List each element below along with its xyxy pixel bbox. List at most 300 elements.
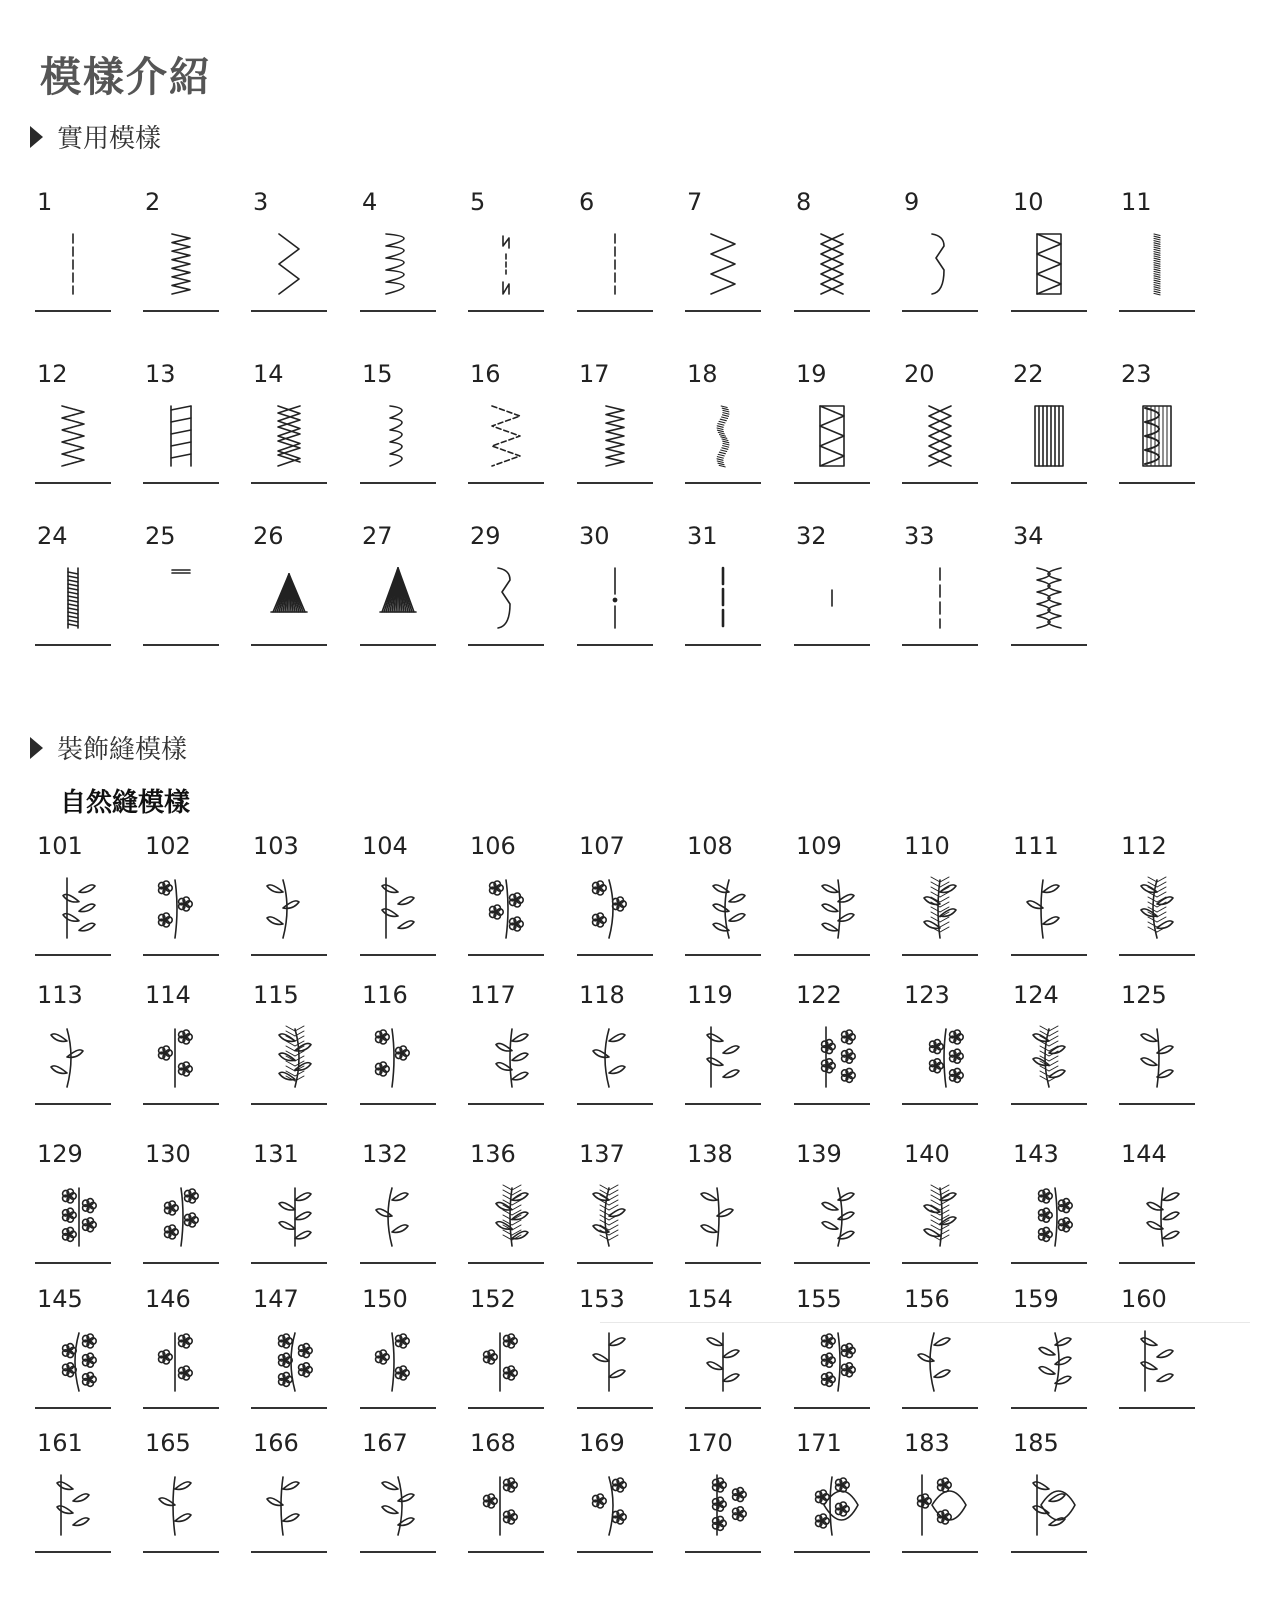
pattern-cell [794,360,870,484]
underline-rule [577,644,653,646]
pattern-cell [35,188,111,312]
underline-rule [577,1407,653,1409]
rose-vine-icon [259,1329,319,1393]
pattern-cell [1119,360,1195,484]
underline-rule [794,1103,870,1105]
pattern-number: 103 [253,832,299,860]
vine-flower-icon [585,876,645,940]
zigzag-dense-icon [151,232,211,296]
serpentine-small-icon [368,404,428,468]
pattern-cell [360,360,436,484]
underline-rule [143,954,219,956]
wheat-leaf-icon [585,1184,645,1248]
pattern-number: 117 [470,981,516,1009]
pattern-cell [1119,832,1195,956]
underline-rule [360,310,436,312]
underline-rule [1119,482,1195,484]
underline-rule [902,482,978,484]
pattern-number: 31 [687,522,718,550]
single-leaf-icon [585,1025,645,1089]
tulip-stem-icon [259,876,319,940]
pattern-cell [251,188,327,312]
pattern-cell [468,188,544,312]
underline-rule [1011,1407,1087,1409]
pattern-number: 122 [796,981,842,1009]
wavy-leaf-icon [802,876,862,940]
pattern-number: 17 [579,360,610,388]
pattern-cell [468,522,544,646]
flower-daisy-icon [1019,1184,1079,1248]
underline-rule [1119,310,1195,312]
pattern-number: 34 [1013,522,1044,550]
pattern-number: 132 [362,1140,408,1168]
petal-fan-icon [368,1025,428,1089]
underline-rule [35,482,111,484]
clover-icon [910,1473,970,1537]
zigzag-small-icon [585,404,645,468]
flower-pair-icon [151,876,211,940]
underline-rule [251,1262,327,1264]
pattern-number: 168 [470,1429,516,1457]
underline-rule [35,1407,111,1409]
pattern-cell [468,832,544,956]
underline-rule [902,644,978,646]
pattern-number: 154 [687,1285,733,1313]
pattern-cell [577,981,653,1105]
pattern-number: 10 [1013,188,1044,216]
pattern-cell [902,1429,978,1553]
lotus-border-icon [693,1473,753,1537]
bell-flower-icon [43,1329,103,1393]
straight-bold-icon [693,566,753,630]
underline-rule [251,644,327,646]
pattern-cell [468,1140,544,1264]
star-branch-icon [1019,1329,1079,1393]
pattern-cell [251,360,327,484]
s-leaf-icon [1127,1025,1187,1089]
short-dash-icon [802,566,862,630]
pattern-cell [1011,360,1087,484]
pattern-number: 24 [37,522,68,550]
underline-rule [577,954,653,956]
underline-rule [902,1262,978,1264]
underline-rule [1011,1551,1087,1553]
underline-rule [143,1262,219,1264]
leaf-stem-icon [43,1025,103,1089]
ladder-narrow-icon [43,566,103,630]
leaf-fern-icon [1127,876,1187,940]
pattern-cell [685,522,761,646]
leaf-outline-icon [1019,876,1079,940]
underline-rule [902,1103,978,1105]
pattern-number: 115 [253,981,299,1009]
underline-rule [1011,482,1087,484]
rose-stem-icon [151,1329,211,1393]
pattern-cell [577,1140,653,1264]
zigzag-wide-icon [259,232,319,296]
pattern-number: 165 [145,1429,191,1457]
page-title: 模樣介紹 [40,53,212,101]
pattern-number: 33 [904,522,935,550]
underline-rule [1011,310,1087,312]
pattern-cell [902,981,978,1105]
underline-rule [35,1551,111,1553]
underline-rule [577,1262,653,1264]
pattern-cell [360,1429,436,1553]
pattern-cell [902,188,978,312]
pattern-cell [468,1429,544,1553]
pattern-number: 161 [37,1429,83,1457]
flower-leaf-icon [476,876,536,940]
underline-rule [685,310,761,312]
section-heading-label: 實用模樣 [57,124,162,154]
pattern-cell [794,1285,870,1409]
lily-pad-icon [1019,1473,1079,1537]
leaf-vine-icon [259,1184,319,1248]
leaf-vine-small-icon [802,1184,862,1248]
tulip-border-right-icon [368,876,428,940]
pattern-number: 26 [253,522,284,550]
pattern-cell [685,1140,761,1264]
pattern-cell [251,1429,327,1553]
pattern-number: 20 [904,360,935,388]
pattern-cell [1011,981,1087,1105]
pattern-cell [35,1140,111,1264]
pattern-cell [1011,522,1087,646]
blind-hem-icon [910,232,970,296]
underline-rule [577,482,653,484]
underline-rule [468,1103,544,1105]
underline-rule [1011,644,1087,646]
pattern-number: 185 [1013,1429,1059,1457]
pattern-number: 166 [253,1429,299,1457]
pattern-cell [902,1140,978,1264]
underline-rule [1119,1407,1195,1409]
underline-rule [1119,1103,1195,1105]
pattern-cell [794,981,870,1105]
pattern-cell [902,1285,978,1409]
pattern-number: 104 [362,832,408,860]
pattern-cell [360,832,436,956]
underline-rule [1011,1103,1087,1105]
straight-dot-icon [585,566,645,630]
pattern-number: 14 [253,360,284,388]
pattern-cell [143,1285,219,1409]
pattern-number: 171 [796,1429,842,1457]
pattern-cell [35,1285,111,1409]
underline-rule [143,1407,219,1409]
underline-rule [143,482,219,484]
pattern-cell [35,360,111,484]
underline-rule [577,1103,653,1105]
maple-border-icon [693,1025,753,1089]
underline-rule [794,482,870,484]
pattern-cell [143,1140,219,1264]
pattern-number: 143 [1013,1140,1059,1168]
pattern-number: 144 [1121,1140,1167,1168]
pattern-number: 145 [37,1285,83,1313]
pattern-number: 125 [1121,981,1167,1009]
dot-branch-icon [1127,1329,1187,1393]
underline-rule [468,1262,544,1264]
pattern-cell [685,832,761,956]
underline-rule [1011,1262,1087,1264]
pattern-number: 29 [470,522,501,550]
leaf-vine-curve-icon [1127,1184,1187,1248]
pattern-cell [685,188,761,312]
pattern-cell [577,832,653,956]
underline-rule [685,1103,761,1105]
pattern-number: 27 [362,522,393,550]
underline-rule [685,482,761,484]
underline-rule [35,644,111,646]
sprigs-icon [43,1473,103,1537]
pattern-number: 22 [1013,360,1044,388]
pattern-number: 1 [37,188,53,216]
underline-rule [251,1551,327,1553]
underline-rule [360,482,436,484]
pattern-cell [468,981,544,1105]
pattern-number: 19 [796,360,827,388]
pattern-number: 13 [145,360,176,388]
underline-rule [794,1407,870,1409]
pattern-number: 101 [37,832,83,860]
underline-rule [143,644,219,646]
underline-rule [1011,954,1087,956]
pattern-number: 108 [687,832,733,860]
ladder-icon [151,404,211,468]
pattern-cell [577,1285,653,1409]
pattern-number: 136 [470,1140,516,1168]
double-wave-icon [1019,566,1079,630]
underline-rule [360,1407,436,1409]
pattern-cell [35,522,111,646]
pattern-cell [902,360,978,484]
crescent-icon [368,1184,428,1248]
underline-rule [251,954,327,956]
pattern-number: 146 [145,1285,191,1313]
pattern-number: 118 [579,981,625,1009]
underline-rule [468,310,544,312]
underline-rule [794,1551,870,1553]
pattern-number: 155 [796,1285,842,1313]
curl-leaf-icon [151,1473,211,1537]
underline-rule [794,954,870,956]
leaf-tree-icon [910,1329,970,1393]
pattern-number: 131 [253,1140,299,1168]
pattern-number: 25 [145,522,176,550]
underline-rule [35,310,111,312]
pattern-cell [251,522,327,646]
bow-flower-icon [802,1329,862,1393]
underline-rule [360,1103,436,1105]
pattern-cell [794,1140,870,1264]
underline-rule [35,1103,111,1105]
underline-rule [685,644,761,646]
underline-rule [251,1103,327,1105]
pattern-number: 156 [904,1285,950,1313]
pattern-cell [360,188,436,312]
fern-branch-icon [259,1025,319,1089]
pattern-cell [251,1140,327,1264]
pattern-number: 111 [1013,832,1059,860]
underline-rule [360,644,436,646]
pattern-cell [143,188,219,312]
pattern-cell [1011,188,1087,312]
pattern-cell [143,522,219,646]
twist-leaf-icon [368,1473,428,1537]
underline-rule [685,1407,761,1409]
pattern-cell [577,188,653,312]
pattern-number: 102 [145,832,191,860]
pattern-number: 8 [796,188,812,216]
pattern-number: 169 [579,1429,625,1457]
pattern-number: 112 [1121,832,1167,860]
bars-with-wave-icon [1127,404,1187,468]
underline-rule [902,310,978,312]
pattern-cell [360,1285,436,1409]
vertical-bars-icon [1019,404,1079,468]
leaf-curl-icon [259,1473,319,1537]
pattern-cell [1011,1140,1087,1264]
underline-rule [251,482,327,484]
underline-rule [794,644,870,646]
pattern-number: 114 [145,981,191,1009]
pattern-cell [685,1429,761,1553]
underline-rule [143,310,219,312]
pattern-number: 107 [579,832,625,860]
pattern-number: 159 [1013,1285,1059,1313]
zigzag-icon [693,232,753,296]
fern-curve-icon [910,876,970,940]
zigzag-dashed-icon [476,404,536,468]
pattern-number: 30 [579,522,610,550]
underline-rule [360,1262,436,1264]
pattern-cell [360,522,436,646]
pattern-number: 4 [362,188,378,216]
four-petal-curve-icon [476,1329,536,1393]
pattern-cell [1119,1285,1195,1409]
pattern-number: 23 [1121,360,1152,388]
star-flowers-icon [151,1025,211,1089]
pattern-number: 2 [145,188,161,216]
straight-dashed-icon [585,232,645,296]
pattern-number: 123 [904,981,950,1009]
underline-rule [902,1407,978,1409]
pattern-number: 106 [470,832,516,860]
pattern-cell [1011,832,1087,956]
underline-rule [468,1551,544,1553]
pattern-cell [1011,1285,1087,1409]
pattern-number: 138 [687,1140,733,1168]
lotus-small-icon [585,1473,645,1537]
pattern-number: 109 [796,832,842,860]
pattern-cell [577,522,653,646]
underline-rule [794,1262,870,1264]
maple-leaf-icon [693,876,753,940]
pattern-cell [143,832,219,956]
underline-rule [1119,954,1195,956]
pattern-cell [794,1429,870,1553]
pattern-cell [143,981,219,1105]
pattern-cell [251,832,327,956]
pattern-number: 18 [687,360,718,388]
pattern-cell [685,981,761,1105]
straight-light-icon [910,566,970,630]
underline-rule [468,1407,544,1409]
blind-hem-curve-icon [476,566,536,630]
pattern-cell [794,188,870,312]
serpentine-icon [368,232,428,296]
leaf-stem-curve-icon [693,1184,753,1248]
pattern-cell [35,1429,111,1553]
pattern-cell [143,360,219,484]
pattern-number: 9 [904,188,920,216]
underline-rule [143,1103,219,1105]
pattern-cell [902,522,978,646]
tulip-border-icon [43,876,103,940]
pattern-cell [468,360,544,484]
pattern-number: 119 [687,981,733,1009]
pattern-cell [35,981,111,1105]
underline-rule [251,1407,327,1409]
pattern-number: 32 [796,522,827,550]
diamond-cross-icon [910,404,970,468]
pattern-number: 116 [362,981,408,1009]
pattern-number: 113 [37,981,83,1009]
swirl-stem-icon [585,1329,645,1393]
small-bar-icon [151,566,211,630]
pattern-number: 140 [904,1140,950,1168]
underline-rule [468,954,544,956]
pattern-cell [685,360,761,484]
underline-rule [794,310,870,312]
fern-spray-icon [476,1184,536,1248]
pattern-cell [685,1285,761,1409]
pattern-number: 130 [145,1140,191,1168]
pattern-number: 12 [37,360,68,388]
underline-rule [1119,1262,1195,1264]
stretch-straight-icon [476,232,536,296]
underline-rule [143,1551,219,1553]
pattern-number: 7 [687,188,703,216]
lotus-petals-icon [802,1473,862,1537]
lotus-icon [476,1473,536,1537]
underline-rule [577,310,653,312]
underline-rule [468,482,544,484]
pattern-number: 139 [796,1140,842,1168]
underline-rule [577,1551,653,1553]
tree-fill-icon [368,566,428,630]
double-cross-icon [259,404,319,468]
triangle-stack-icon [802,404,862,468]
section-heading-label: 裝飾縫模樣 [57,735,188,765]
triangle-fill-icon [259,566,319,630]
underline-rule [360,954,436,956]
fern-leaf-icon [1019,1025,1079,1089]
small-flower-stem-icon [151,1184,211,1248]
diamond-cross-icon [802,232,862,296]
pattern-number: 124 [1013,981,1059,1009]
pattern-number: 3 [253,188,269,216]
underline-rule [685,954,761,956]
underline-rule [902,1551,978,1553]
underline-rule [251,310,327,312]
pattern-number: 152 [470,1285,516,1313]
pattern-number: 6 [579,188,595,216]
underline-rule [360,1551,436,1553]
pattern-cell [1119,188,1195,312]
